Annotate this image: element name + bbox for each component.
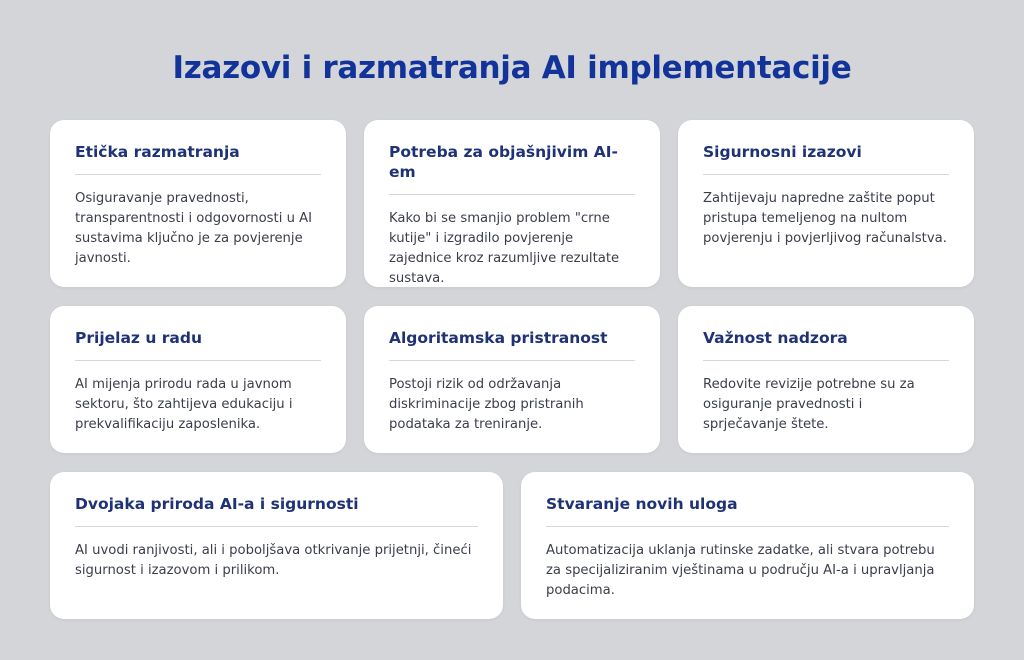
card-dual-nature: [50, 472, 503, 619]
card-ethical-considerations: [50, 120, 346, 287]
card-new-roles: [521, 472, 974, 619]
card-title: Sigurnosni izazovi: [703, 142, 949, 175]
card-title: Etička razmatranja: [75, 142, 321, 175]
card-work-transition: [50, 306, 346, 453]
page-title: Izazovi i razmatranja AI implementacije: [172, 50, 852, 86]
card-title: Važnost nadzora: [703, 328, 949, 361]
card-text: AI uvodi ranjivosti, ali i poboljšava otkrivanje prijetnji, čineći sigurnost i izazovom i prilikom.: [75, 543, 472, 578]
card-oversight-importance: [678, 306, 974, 453]
card-text: Postoji rizik od održavanja diskriminacije zbog pristranih podataka za treniranje.: [389, 377, 584, 432]
card-title: Prijelaz u radu: [75, 328, 321, 361]
card-text: Redovite revizije potrebne su za osiguranje pravednosti i sprječavanje štete.: [703, 377, 915, 432]
card-text: Zahtijevaju napredne zaštite poput pristupa temeljenog na nultom povjerenju i povjerljivog računalstva.: [703, 191, 947, 246]
card-title: Stvaranje novih uloga: [546, 494, 949, 527]
card-title: Algoritamska pristranost: [389, 328, 635, 361]
card-text: Kako bi se smanjio problem "crne kutije" i izgradilo povjerenje zajednice kroz razumljive rezultate sustava.: [389, 211, 620, 286]
card-title: Dvojaka priroda AI-a i sigurnosti: [75, 494, 478, 527]
card-security-challenges: [678, 120, 974, 287]
card-algorithmic-bias: [364, 306, 660, 453]
card-text: Automatizacija uklanja rutinske zadatke, ali stvara potrebu za specijaliziranim vještinama u području AI-a i upravljanja podacima.: [546, 543, 935, 598]
card-explainable-ai: [364, 120, 660, 287]
card-text: AI mijenja prirodu rada u javnom sektoru, što zahtijeva edukaciju i prekvalifikaciju zaposlenika.: [75, 377, 293, 432]
card-title: Potreba za objašnjivim AI-em: [389, 142, 635, 195]
card-text: Osiguravanje pravednosti, transparentnosti i odgovornosti u AI sustavima ključno je za povjerenje javnosti.: [75, 191, 313, 266]
